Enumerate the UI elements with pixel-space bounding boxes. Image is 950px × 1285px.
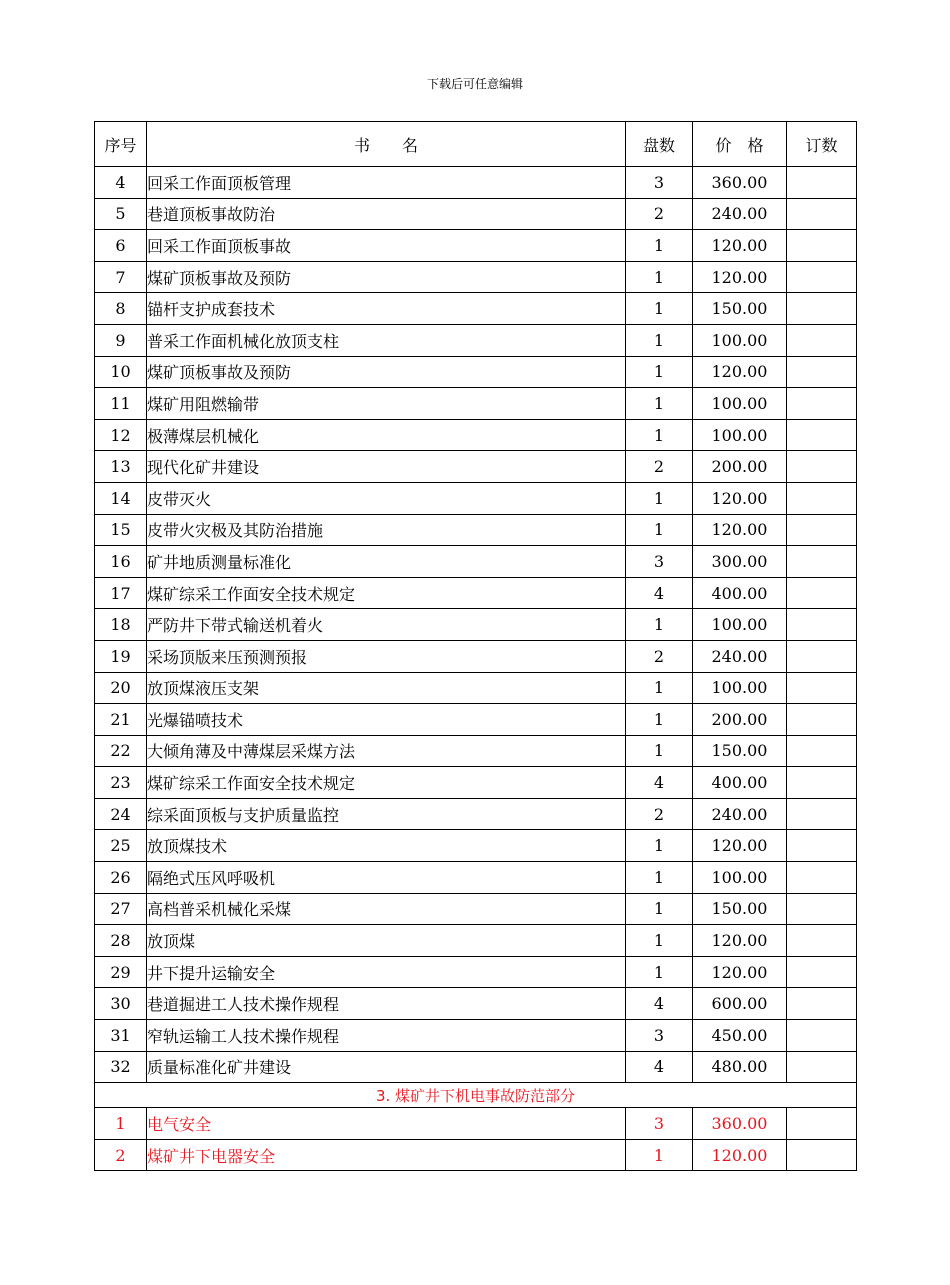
price-cell: 100.00 <box>693 672 787 704</box>
order-count-cell[interactable] <box>787 293 857 325</box>
book-title-cell: 窄轨运输工人技术操作规程 <box>147 1020 626 1052</box>
order-count-cell[interactable] <box>787 388 857 420</box>
book-title-cell: 质量标准化矿井建设 <box>147 1051 626 1083</box>
order-count-cell[interactable] <box>787 356 857 388</box>
column-header-title: 书 名 <box>147 122 626 167</box>
order-count-cell[interactable] <box>787 167 857 199</box>
row-number-cell: 24 <box>95 798 147 830</box>
row-number-cell: 5 <box>95 198 147 230</box>
row-number-cell: 9 <box>95 324 147 356</box>
row-number-cell: 11 <box>95 388 147 420</box>
price-cell: 150.00 <box>693 735 787 767</box>
order-count-cell[interactable] <box>787 640 857 672</box>
book-title-cell: 采场顶版来压预测预报 <box>147 640 626 672</box>
order-count-cell[interactable] <box>787 482 857 514</box>
order-count-cell[interactable] <box>787 577 857 609</box>
order-count-cell[interactable] <box>787 704 857 736</box>
row-number-cell: 16 <box>95 546 147 578</box>
price-cell: 120.00 <box>693 830 787 862</box>
table-header-row <box>95 122 857 167</box>
row-number-cell: 17 <box>95 577 147 609</box>
table-row <box>95 704 857 736</box>
book-title-cell: 高档普采机械化采煤 <box>147 893 626 925</box>
price-cell: 400.00 <box>693 577 787 609</box>
order-count-cell[interactable] <box>787 198 857 230</box>
table-row <box>95 293 857 325</box>
order-count-cell[interactable] <box>787 230 857 262</box>
table-row <box>95 514 857 546</box>
row-number-cell: 21 <box>95 704 147 736</box>
book-title-cell: 皮带灭火 <box>147 482 626 514</box>
price-cell: 240.00 <box>693 198 787 230</box>
disc-count-cell: 1 <box>626 419 693 451</box>
book-title-cell: 普采工作面机械化放顶支柱 <box>147 324 626 356</box>
book-title-cell: 煤矿综采工作面安全技术规定 <box>147 577 626 609</box>
price-cell: 200.00 <box>693 704 787 736</box>
disc-count-cell: 4 <box>626 988 693 1020</box>
disc-count-cell: 1 <box>626 230 693 262</box>
book-title-cell: 隔绝式压风呼吸机 <box>147 862 626 894</box>
price-cell: 100.00 <box>693 419 787 451</box>
book-title-cell: 回采工作面顶板管理 <box>147 167 626 199</box>
order-count-cell[interactable] <box>787 830 857 862</box>
book-title-cell: 煤矿用阻燃输带 <box>147 388 626 420</box>
disc-count-cell: 1 <box>626 293 693 325</box>
price-cell: 400.00 <box>693 767 787 799</box>
book-title-cell: 皮带火灾极及其防治措施 <box>147 514 626 546</box>
book-title-cell: 现代化矿井建设 <box>147 451 626 483</box>
row-number-cell: 7 <box>95 261 147 293</box>
disc-count-cell: 4 <box>626 1051 693 1083</box>
table-row <box>95 451 857 483</box>
order-count-cell[interactable] <box>787 862 857 894</box>
order-count-cell[interactable] <box>787 451 857 483</box>
order-count-cell[interactable] <box>787 609 857 641</box>
disc-count-cell: 1 <box>626 704 693 736</box>
row-number-cell: 18 <box>95 609 147 641</box>
book-title-cell: 放顶煤技术 <box>147 830 626 862</box>
row-number-cell: 2 <box>95 1139 147 1171</box>
book-title-cell: 井下提升运输安全 <box>147 956 626 988</box>
book-title-cell: 光爆锚喷技术 <box>147 704 626 736</box>
row-number-cell: 8 <box>95 293 147 325</box>
disc-count-cell: 2 <box>626 198 693 230</box>
book-title-cell: 放顶煤液压支架 <box>147 672 626 704</box>
row-number-cell: 25 <box>95 830 147 862</box>
book-title-cell: 煤矿综采工作面安全技术规定 <box>147 767 626 799</box>
disc-count-cell: 1 <box>626 830 693 862</box>
disc-count-cell: 3 <box>626 546 693 578</box>
book-title-cell: 煤矿井下电器安全 <box>147 1139 626 1171</box>
disc-count-cell: 1 <box>626 956 693 988</box>
page-header: 下载后可任意编辑 <box>426 77 523 91</box>
disc-count-cell: 1 <box>626 388 693 420</box>
book-title-cell: 锚杆支护成套技术 <box>147 293 626 325</box>
price-cell: 360.00 <box>693 1108 787 1140</box>
disc-count-cell: 2 <box>626 451 693 483</box>
price-cell: 450.00 <box>693 1020 787 1052</box>
order-count-cell[interactable] <box>787 893 857 925</box>
price-cell: 300.00 <box>693 546 787 578</box>
table-body <box>95 167 857 1171</box>
book-title-cell: 大倾角薄及中薄煤层采煤方法 <box>147 735 626 767</box>
book-title-cell: 巷道顶板事故防治 <box>147 198 626 230</box>
table-row <box>95 609 857 641</box>
column-header-discs: 盘数 <box>626 122 693 167</box>
table-row <box>95 1051 857 1083</box>
row-number-cell: 32 <box>95 1051 147 1083</box>
order-count-cell[interactable] <box>787 261 857 293</box>
table-row <box>95 1139 857 1171</box>
row-number-cell: 1 <box>95 1108 147 1140</box>
disc-count-cell: 3 <box>626 167 693 199</box>
table-row <box>95 230 857 262</box>
book-title-cell: 回采工作面顶板事故 <box>147 230 626 262</box>
column-header-number: 序号 <box>95 122 147 167</box>
price-cell: 600.00 <box>693 988 787 1020</box>
book-title-cell: 电气安全 <box>147 1108 626 1140</box>
book-title-cell: 矿井地质测量标准化 <box>147 546 626 578</box>
row-number-cell: 12 <box>95 419 147 451</box>
table-row <box>95 356 857 388</box>
order-count-cell[interactable] <box>787 672 857 704</box>
disc-count-cell: 1 <box>626 1139 693 1171</box>
disc-count-cell: 2 <box>626 798 693 830</box>
price-cell: 360.00 <box>693 167 787 199</box>
table-row <box>95 798 857 830</box>
disc-count-cell: 1 <box>626 324 693 356</box>
book-title-cell: 极薄煤层机械化 <box>147 419 626 451</box>
disc-count-cell: 4 <box>626 767 693 799</box>
table-row <box>95 577 857 609</box>
table-row <box>95 862 857 894</box>
column-header-price: 价 格 <box>693 122 787 167</box>
price-cell: 120.00 <box>693 956 787 988</box>
order-count-cell[interactable] <box>787 514 857 546</box>
book-catalog-table <box>94 121 857 1171</box>
order-count-cell[interactable] <box>787 798 857 830</box>
table-row <box>95 767 857 799</box>
order-count-cell[interactable] <box>787 956 857 988</box>
table-row <box>95 198 857 230</box>
order-count-cell[interactable] <box>787 324 857 356</box>
row-number-cell: 31 <box>95 1020 147 1052</box>
price-cell: 120.00 <box>693 356 787 388</box>
price-cell: 120.00 <box>693 1139 787 1171</box>
price-cell: 150.00 <box>693 893 787 925</box>
price-cell: 100.00 <box>693 609 787 641</box>
row-number-cell: 28 <box>95 925 147 957</box>
disc-count-cell: 1 <box>626 893 693 925</box>
row-number-cell: 10 <box>95 356 147 388</box>
row-number-cell: 29 <box>95 956 147 988</box>
order-count-cell[interactable] <box>787 546 857 578</box>
table-row <box>95 482 857 514</box>
book-title-cell: 煤矿顶板事故及预防 <box>147 261 626 293</box>
table-row <box>95 735 857 767</box>
section-title: 3. 煤矿井下机电事故防范部分 <box>95 1083 857 1108</box>
table-row <box>95 1108 857 1140</box>
table-row <box>95 925 857 957</box>
table-row <box>95 988 857 1020</box>
order-count-cell[interactable] <box>787 1051 857 1083</box>
disc-count-cell: 1 <box>626 482 693 514</box>
row-number-cell: 22 <box>95 735 147 767</box>
row-number-cell: 30 <box>95 988 147 1020</box>
book-title-cell: 严防井下带式输送机着火 <box>147 609 626 641</box>
table-row <box>95 830 857 862</box>
disc-count-cell: 1 <box>626 925 693 957</box>
order-count-cell[interactable] <box>787 988 857 1020</box>
disc-count-cell: 2 <box>626 640 693 672</box>
table-row <box>95 388 857 420</box>
price-cell: 120.00 <box>693 482 787 514</box>
table-row <box>95 419 857 451</box>
row-number-cell: 6 <box>95 230 147 262</box>
price-cell: 120.00 <box>693 925 787 957</box>
order-count-cell[interactable] <box>787 735 857 767</box>
price-cell: 120.00 <box>693 261 787 293</box>
section-header-row <box>95 1083 857 1108</box>
order-count-cell[interactable] <box>787 1020 857 1052</box>
row-number-cell: 13 <box>95 451 147 483</box>
table-row <box>95 324 857 356</box>
disc-count-cell: 1 <box>626 735 693 767</box>
disc-count-cell: 1 <box>626 862 693 894</box>
price-cell: 480.00 <box>693 1051 787 1083</box>
table-row <box>95 1020 857 1052</box>
book-title-cell: 综采面顶板与支护质量监控 <box>147 798 626 830</box>
disc-count-cell: 1 <box>626 261 693 293</box>
price-cell: 120.00 <box>693 230 787 262</box>
disc-count-cell: 4 <box>626 577 693 609</box>
table-row <box>95 893 857 925</box>
table-row <box>95 640 857 672</box>
row-number-cell: 4 <box>95 167 147 199</box>
price-cell: 100.00 <box>693 862 787 894</box>
row-number-cell: 23 <box>95 767 147 799</box>
price-cell: 240.00 <box>693 798 787 830</box>
disc-count-cell: 3 <box>626 1108 693 1140</box>
disc-count-cell: 1 <box>626 356 693 388</box>
order-count-cell[interactable] <box>787 419 857 451</box>
price-cell: 200.00 <box>693 451 787 483</box>
table-row <box>95 956 857 988</box>
disc-count-cell: 1 <box>626 514 693 546</box>
book-title-cell: 煤矿顶板事故及预防 <box>147 356 626 388</box>
row-number-cell: 14 <box>95 482 147 514</box>
disc-count-cell: 1 <box>626 609 693 641</box>
price-cell: 240.00 <box>693 640 787 672</box>
table-row <box>95 167 857 199</box>
order-count-cell[interactable] <box>787 1108 857 1140</box>
price-cell: 100.00 <box>693 324 787 356</box>
row-number-cell: 15 <box>95 514 147 546</box>
price-cell: 150.00 <box>693 293 787 325</box>
disc-count-cell: 1 <box>626 672 693 704</box>
price-cell: 100.00 <box>693 388 787 420</box>
row-number-cell: 26 <box>95 862 147 894</box>
order-count-cell[interactable] <box>787 925 857 957</box>
book-title-cell: 巷道掘进工人技术操作规程 <box>147 988 626 1020</box>
row-number-cell: 20 <box>95 672 147 704</box>
disc-count-cell: 3 <box>626 1020 693 1052</box>
order-count-cell[interactable] <box>787 767 857 799</box>
price-cell: 120.00 <box>693 514 787 546</box>
table-row <box>95 546 857 578</box>
row-number-cell: 27 <box>95 893 147 925</box>
table-row <box>95 672 857 704</box>
book-title-cell: 放顶煤 <box>147 925 626 957</box>
row-number-cell: 19 <box>95 640 147 672</box>
table-row <box>95 261 857 293</box>
order-count-cell[interactable] <box>787 1139 857 1171</box>
column-header-order: 订数 <box>787 122 857 167</box>
